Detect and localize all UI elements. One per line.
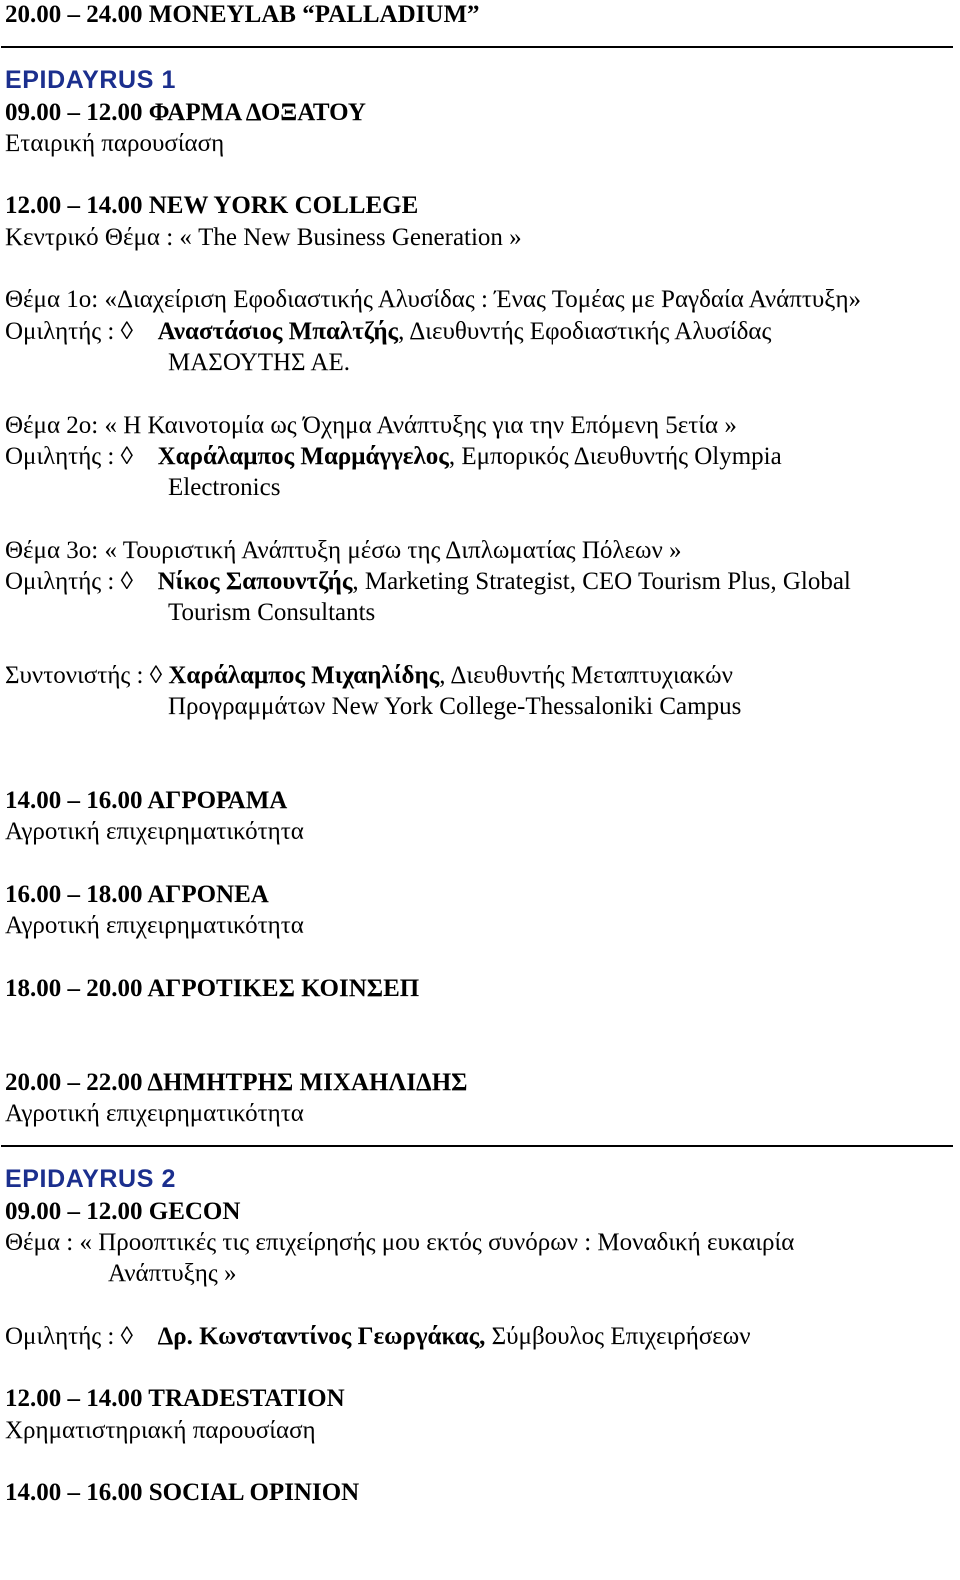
session-description: Αγροτική επιχειρηματικότητα: [5, 1100, 304, 1128]
speaker-name: Χαράλαμπος Μαρμάγγελος: [157, 442, 449, 470]
speaker-label: Ομιλητής :: [5, 568, 115, 596]
coordinator-label: Συντονιστής :: [5, 661, 144, 689]
diamond-icon: ◊: [120, 568, 133, 596]
session-description: Εταιρική παρουσίαση: [5, 129, 225, 157]
session-title: 12.00 – 14.00 TRADESTATION: [5, 1385, 345, 1413]
speaker-role: , Διευθυντής Εφοδιαστικής Αλυσίδας: [398, 317, 772, 345]
diamond-icon: ◊: [120, 442, 133, 470]
diamond-icon: ◊: [149, 661, 163, 689]
speaker-role-continued: Electronics: [168, 474, 281, 502]
speaker-label: Ομιλητής :: [5, 317, 115, 345]
top-session-heading: 20.00 – 24.00 MONEYLAB “PALLADIUM”: [5, 1, 480, 28]
session-description: Χρηματιστηριακή παρουσίαση: [5, 1416, 316, 1444]
speaker-1: [5, 316, 955, 347]
session-title: 12.00 – 14.00 NEW YORK COLLEGE: [5, 192, 419, 220]
session-title: 09.00 – 12.00 GECON: [5, 1197, 241, 1225]
speaker-role: , Marketing Strategist, CEO Tourism Plus, Global: [352, 568, 851, 596]
speaker-name: Νίκος Σαπουντζής: [157, 568, 353, 596]
speaker-name: Αναστάσιος Μπαλτζής: [157, 317, 399, 345]
session-title: 16.00 – 18.00 ΑΓΡΟΝΕΑ: [5, 881, 269, 909]
room-title-1: EPIDAYRUS 1: [5, 66, 177, 95]
speaker-role-continued: Tourism Consultants: [168, 599, 376, 627]
speaker: [5, 1321, 955, 1352]
divider-1: [1, 46, 953, 48]
session-description: Αγροτική επιχειρηματικότητα: [5, 818, 304, 846]
diamond-icon: ◊: [120, 1322, 133, 1350]
room-title-2: EPIDAYRUS 2: [5, 1165, 177, 1194]
speaker-role: Σύμβουλος Επιχειρήσεων: [485, 1322, 751, 1350]
coordinator-role: , Διευθυντής Μεταπτυχιακών: [439, 661, 733, 689]
topic: Θέμα : « Προοπτικές τις επιχείρησής μου εκτός συνόρων : Μοναδική ευκαιρία: [5, 1228, 795, 1256]
coordinator-role-continued: Προγραμμάτων New York College-Thessaloniki Campus: [168, 693, 742, 721]
speaker-name: Δρ. Κωνσταντίνος Γεωργάκας,: [157, 1322, 486, 1350]
speaker-2: [5, 441, 955, 472]
topic-continued: Ανάπτυξης »: [108, 1260, 237, 1288]
topic-3: Θέμα 3ο: « Τουριστική Ανάπτυξη μέσω της Διπλωματίας Πόλεων »: [5, 536, 682, 564]
coordinator-name: Χαράλαμπος Μιχαηλίδης: [168, 661, 440, 689]
topic-2: Θέμα 2ο: « Η Καινοτομία ως Όχημα Ανάπτυξης για την Επόμενη 5ετία »: [5, 411, 737, 439]
session-description: Αγροτική επιχειρηματικότητα: [5, 912, 304, 940]
diamond-icon: ◊: [120, 317, 133, 345]
divider-2: [1, 1145, 953, 1147]
session-title: 09.00 – 12.00 ΦΑΡΜΑ ΔΟΞΑΤΟΥ: [5, 98, 366, 126]
session-title: 18.00 – 20.00 ΑΓΡΟΤΙΚΕΣ ΚΟΙΝΣΕΠ: [5, 974, 420, 1002]
speaker-role: , Εμπορικός Διευθυντής Olympia: [448, 442, 782, 470]
session-title: 14.00 – 16.00 SOCIAL OPINION: [5, 1479, 360, 1507]
central-theme: Κεντρικό Θέμα : « The New Business Generation »: [5, 223, 522, 251]
session-title: 20.00 – 22.00 ΔΗΜΗΤΡΗΣ ΜΙΧΑΗΛΙΔΗΣ: [5, 1068, 468, 1096]
coordinator: [5, 660, 955, 691]
topic-1: Θέμα 1ο: «Διαχείριση Εφοδιαστικής Αλυσίδας : Ένας Τομέας με Ραγδαία Ανάπτυξη»: [5, 286, 862, 314]
speaker-3: [5, 566, 955, 597]
speaker-role-continued: ΜΑΣΟΥΤΗΣ ΑΕ.: [168, 348, 351, 376]
speaker-label: Ομιλητής :: [5, 1322, 115, 1350]
speaker-label: Ομιλητής :: [5, 442, 115, 470]
session-title: 14.00 – 16.00 ΑΓΡΟΡΑΜΑ: [5, 787, 288, 815]
agenda-page: [5, 0, 955, 1509]
